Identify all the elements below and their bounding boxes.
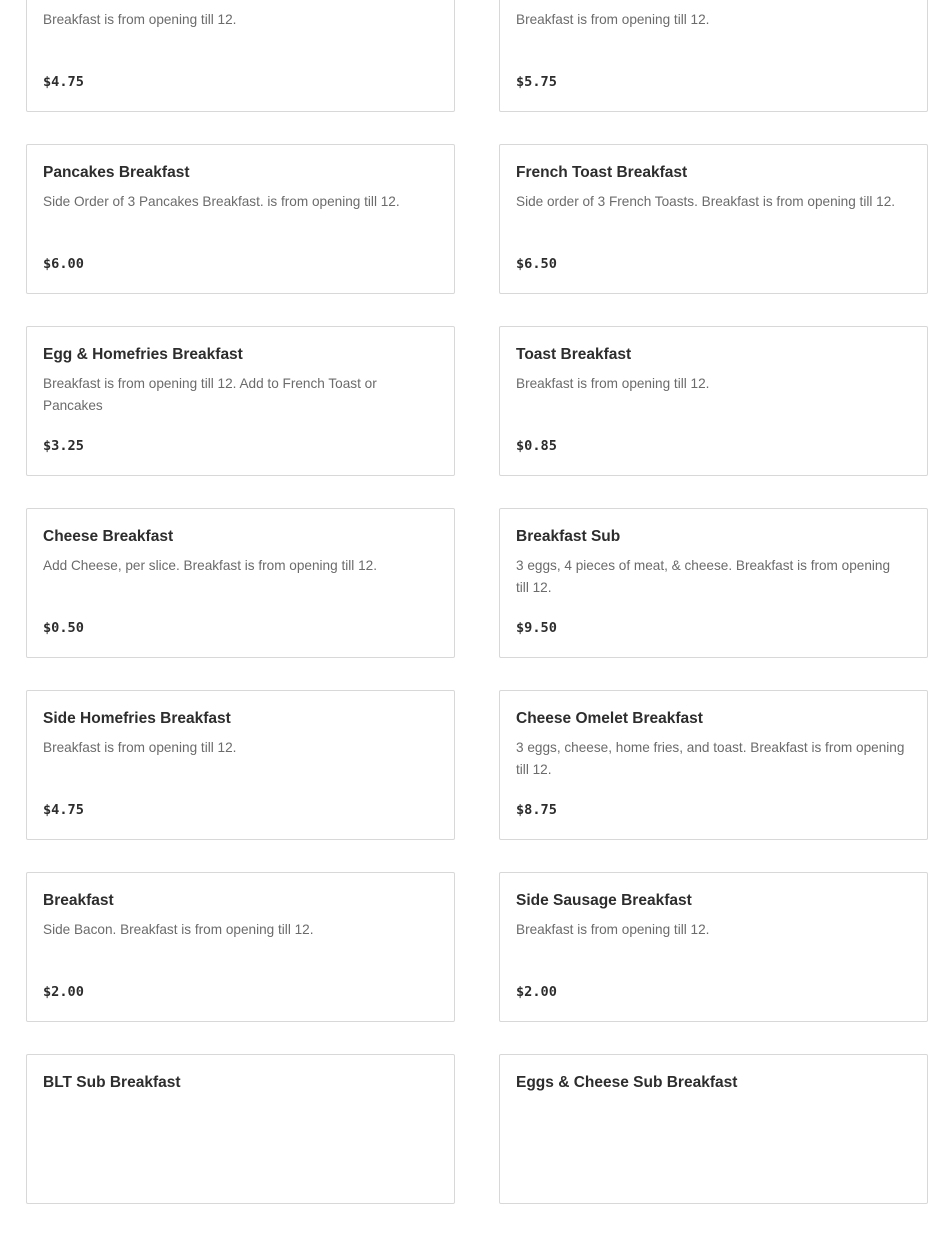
menu-item-card[interactable] (26, 144, 455, 294)
menu-row (26, 1054, 950, 1204)
menu-item-price: $6.00 (43, 256, 84, 272)
menu-item-card[interactable] (26, 326, 455, 476)
menu-item-price: $2.00 (516, 984, 557, 1000)
menu-item-price: $2.00 (43, 984, 84, 1000)
menu-item-description: Side Bacon. Breakfast is from opening till 12. (43, 922, 314, 937)
menu-row (26, 872, 950, 1022)
menu-item-card[interactable] (499, 872, 928, 1022)
menu-item-price: $6.50 (516, 256, 557, 272)
menu-item-card[interactable] (499, 1054, 928, 1204)
menu-item-card[interactable] (499, 690, 928, 840)
menu-item-name: French Toast Breakfast (516, 164, 688, 181)
menu-item-name: Breakfast Sub (516, 528, 621, 545)
menu-item-price: $4.75 (43, 74, 84, 90)
menu-item-name: Side Homefries Breakfast (43, 710, 231, 727)
menu-item-card[interactable] (26, 0, 455, 112)
menu-item-price: $0.85 (516, 438, 557, 454)
menu-item-description: Breakfast is from opening till 12. (43, 740, 237, 755)
menu-item-card[interactable] (26, 690, 455, 840)
menu-item-description: Breakfast is from opening till 12. (516, 922, 710, 937)
menu-item-name: Egg & Homefries Breakfast (43, 346, 243, 363)
menu-item-name: Toast Breakfast (516, 346, 632, 363)
menu-item-name: Breakfast (43, 892, 114, 909)
menu-item-card[interactable] (499, 326, 928, 476)
menu-item-description: Add Cheese, per slice. Breakfast is from opening till 12. (43, 558, 377, 573)
menu-item-price: $0.50 (43, 620, 84, 636)
menu-row (26, 508, 950, 658)
menu-item-name: Cheese Omelet Breakfast (516, 710, 703, 727)
menu-item-price: $3.25 (43, 438, 84, 454)
menu-item-price: $5.75 (516, 74, 557, 90)
menu-item-price: $4.75 (43, 802, 84, 818)
menu-item-description: Breakfast is from opening till 12. (516, 12, 710, 27)
menu-item-name: BLT Sub Breakfast (43, 1074, 181, 1091)
menu-item-description: Breakfast is from opening till 12. (516, 376, 710, 391)
menu-row (26, 690, 950, 840)
menu-item-description: Side order of 3 French Toasts. Breakfast is from opening till 12. (516, 194, 896, 209)
menu-item-card[interactable] (499, 508, 928, 658)
menu-item-description: 3 eggs, cheese, home fries, and toast. Breakfast is from opening till 12. (516, 740, 905, 777)
menu-item-name: Side Sausage Breakfast (516, 892, 692, 909)
menu-item-card[interactable] (26, 1054, 455, 1204)
menu-item-description: Breakfast is from opening till 12. (43, 12, 237, 27)
menu-item-card[interactable] (499, 0, 928, 112)
menu-item-card[interactable] (499, 144, 928, 294)
menu-item-description: 3 eggs, 4 pieces of meat, & cheese. Breakfast is from opening till 12. (516, 558, 891, 595)
menu-item-name: Pancakes Breakfast (43, 164, 190, 181)
menu-row (26, 144, 950, 294)
menu-row (26, 0, 950, 112)
menu-item-description: Side Order of 3 Pancakes Breakfast. is from opening till 12. (43, 194, 400, 209)
menu-item-price: $9.50 (516, 620, 557, 636)
menu-row (26, 326, 950, 476)
menu-item-card[interactable] (26, 872, 455, 1022)
menu-item-price: $8.75 (516, 802, 557, 818)
menu-item-name: Eggs & Cheese Sub Breakfast (516, 1074, 738, 1091)
menu-item-name: Cheese Breakfast (43, 528, 174, 545)
menu-item-card[interactable] (26, 508, 455, 658)
menu-item-description: Breakfast is from opening till 12. Add to French Toast or Pancakes (43, 376, 377, 413)
